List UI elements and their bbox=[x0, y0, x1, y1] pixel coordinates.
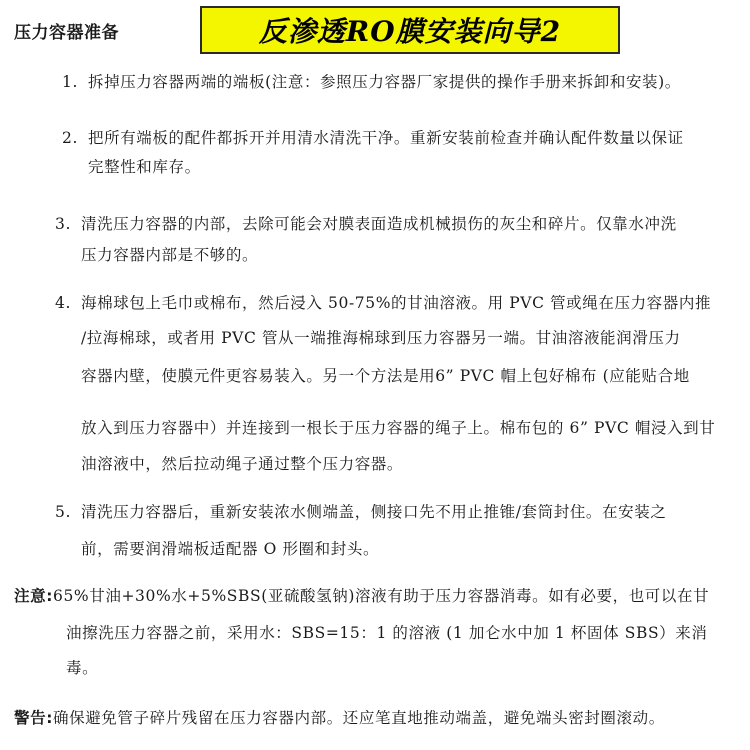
item-text: 清洗压力容器后，重新安装浓水侧端盖，侧接口先不用止推锥/套筒封住。在安装之 bbox=[81, 503, 667, 521]
list-item-5 bbox=[55, 500, 666, 522]
list-item-3 bbox=[55, 212, 677, 234]
item-number: 1. bbox=[62, 73, 78, 91]
item-number: 2. bbox=[62, 129, 78, 147]
item-text-continuation: 完整性和库存。 bbox=[88, 158, 201, 176]
note-text-continuation: 油擦洗压力容器之前，采用水：SBS=15：1 的溶液 (1 加仑水中加 1 杯固体 SBS）来消 bbox=[66, 624, 708, 642]
item-text: 把所有端板的配件都拆开并用清水清洗干净。重新安装前检查并确认配件数量以保证 bbox=[88, 129, 684, 147]
warning-paragraph bbox=[14, 706, 665, 728]
list-item-1 bbox=[62, 70, 681, 92]
item-number: 4. bbox=[55, 294, 71, 312]
item-text: 拆掉压力容器两端的端板(注意：参照压力容器厂家提供的操作手册来拆卸和安装)。 bbox=[88, 73, 681, 91]
item-text-continuation: 容器内壁，使膜元件更容易装入。另一个方法是用6” PVC 帽上包好棉布 (应能贴合地 bbox=[81, 367, 690, 385]
warning-label: 警告: bbox=[14, 709, 53, 727]
item-text-continuation: 放入到压力容器中）并连接到一根长于压力容器的绳子上。棉布包的 6” PVC 帽浸入到甘 bbox=[81, 419, 716, 437]
note-paragraph bbox=[14, 584, 709, 606]
warning-text: 确保避免管子碎片残留在压力容器内部。还应笔直地推动端盖，避免端头密封圈滚动。 bbox=[53, 709, 665, 727]
item-text-continuation: 压力容器内部是不够的。 bbox=[81, 246, 259, 264]
note-label: 注意: bbox=[14, 587, 53, 605]
page-title: 反渗透RO膜安装向导2 bbox=[258, 15, 562, 48]
item-text: 清洗压力容器的内部，去除可能会对膜表面造成机械损伤的灰尘和碎片。仅靠水冲洗 bbox=[81, 215, 677, 233]
item-text: 海棉球包上毛巾或棉布，然后浸入 50-75%的甘油溶液。用 PVC 管或绳在压力容器内推 bbox=[81, 294, 712, 312]
item-text-continuation: /拉海棉球，或者用 PVC 管从一端推海棉球到压力容器另一端。甘油溶液能润滑压力 bbox=[81, 329, 681, 347]
list-item-4 bbox=[55, 291, 711, 313]
item-text-continuation: 油溶液中，然后拉动绳子通过整个压力容器。 bbox=[81, 455, 404, 473]
title-banner bbox=[200, 6, 620, 54]
list-item-2 bbox=[62, 126, 684, 148]
section-heading: 压力容器准备 bbox=[14, 23, 119, 43]
note-text-continuation: 毒。 bbox=[66, 659, 99, 677]
note-text: 65%甘油+30%水+5%SBS(亚硫酸氢钠)溶液有助于压力容器消毒。如有必要，也可以在甘 bbox=[53, 587, 710, 605]
item-text-continuation: 前，需要润滑端板适配器 O 形圈和封头。 bbox=[81, 540, 380, 558]
item-number: 3. bbox=[55, 215, 71, 233]
item-number: 5. bbox=[55, 503, 71, 521]
